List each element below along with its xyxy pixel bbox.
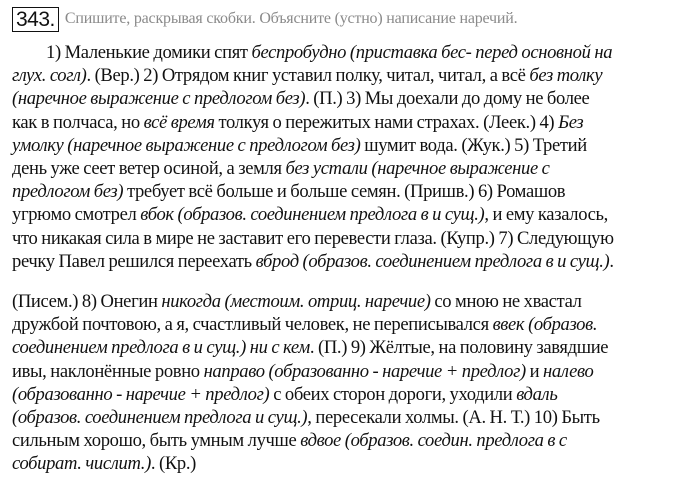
italic-annotation: направо (образованно - наречие + предлог) (203, 360, 526, 382)
text-line (12, 134, 696, 157)
text-segment: и (525, 360, 544, 382)
exercise-instruction: Спишите, раскрывая скобки. Объясните (устно) написание наречий. (64, 10, 518, 27)
italic-annotation: без устали (наречное выражение с (285, 158, 550, 180)
paragraph-1 (12, 41, 696, 273)
text-segment: ивы, наклонённые ровно (12, 360, 204, 382)
text-line (12, 360, 696, 383)
text-segment: как в полчаса, но (12, 111, 144, 133)
text-segment: , и ему казалось, (484, 204, 608, 226)
italic-annotation: беспробудно (приставка бес- перед основной на (251, 42, 613, 63)
text-segment: . (Вер.) 2) Отрядом книг уставил полку, читал, читал, а всё (86, 65, 530, 87)
text-segment: день уже сеет ветер осиной, а земля (12, 158, 286, 180)
italic-annotation: вдаль (516, 383, 558, 405)
text-segment: с обеих сторон дороги, уходили (269, 383, 517, 405)
italic-annotation: (образованно - наречие + предлог) (12, 383, 270, 405)
italic-annotation: Без (558, 111, 584, 133)
italic-annotation: вбок (образов. соединением предлога в и сущ.) (140, 204, 485, 226)
text-segment: сильным хорошо, быть умным лучше (12, 430, 301, 452)
text-line (12, 290, 696, 313)
text-line (12, 250, 696, 273)
text-segment: . (П.) 3) Мы доехали до дому не более (305, 88, 590, 110)
text-segment: речку Павел решился переехать (12, 250, 256, 272)
paragraph-2 (12, 290, 696, 476)
text-segment: угрюмо смотрел (12, 204, 141, 226)
text-line (12, 452, 696, 475)
text-line (12, 429, 696, 452)
text-line (12, 180, 696, 203)
italic-annotation: без толку (529, 65, 603, 87)
italic-annotation: (образов. соединением предлога и сущ.) (12, 407, 308, 429)
text-line (12, 87, 696, 110)
text-segment: со мною не хвастал (430, 291, 582, 312)
italic-annotation: ввек (образов. (492, 314, 598, 336)
text-segment: толкуя о пережитых нами страхах. (Леек.) 4) (214, 111, 559, 133)
text-line (12, 64, 696, 87)
text-segment: . (609, 250, 614, 272)
italic-annotation: вброд (образов. соединением предлога в и сущ.) (255, 250, 610, 272)
text-segment: дружбой почтовою, а я, счастливый человек, не переписывался (12, 314, 493, 336)
text-line (12, 111, 696, 134)
text-segment: , пересекали холмы. (А. Н. Т.) 10) Быть (307, 407, 600, 429)
text-line (12, 227, 696, 250)
italic-annotation: собират. числит.) (12, 453, 151, 475)
italic-annotation: всё время (143, 111, 215, 133)
italic-annotation: (наречное выражение с предлогом без) (12, 88, 306, 110)
exercise-header (12, 6, 517, 32)
exercise-number: 343. (12, 7, 59, 32)
text-line (12, 383, 696, 406)
italic-annotation: вдвое (образов. соедин. предлога в с (300, 430, 567, 452)
text-segment: шумит вода. (Жук.) 5) Третий (360, 134, 587, 156)
text-segment: . (Кр.) (150, 453, 196, 475)
text-segment: требует всё больше и больше семян. (Пришв.) 6) Ромашов (123, 181, 566, 203)
text-line (12, 157, 696, 180)
italic-annotation: налево (543, 360, 594, 382)
text-segment: что никакая сила в мире не заставит его перевести глаза. (Купр.) 7) Следующую (12, 227, 614, 249)
italic-annotation: никогда (местоим. отриц. наречие) (161, 291, 431, 312)
text-line (12, 203, 696, 226)
text-line (12, 313, 696, 336)
italic-annotation: глух. согл) (12, 65, 87, 87)
text-line (12, 406, 696, 429)
text-segment: . (П.) 9) Жёлтые, на половину завядшие (309, 337, 609, 359)
italic-annotation: умолку (наречное выражение с предлогом без) (12, 134, 361, 156)
text-segment: (Писем.) 8) Онегин (12, 291, 162, 312)
text-line (12, 336, 696, 359)
italic-annotation: соединением предлога в и сущ.) ни с кем (12, 337, 310, 359)
text-line (12, 41, 696, 64)
italic-annotation: предлогом без) (12, 181, 124, 203)
text-segment: 1) Маленькие домики спят (46, 42, 252, 63)
